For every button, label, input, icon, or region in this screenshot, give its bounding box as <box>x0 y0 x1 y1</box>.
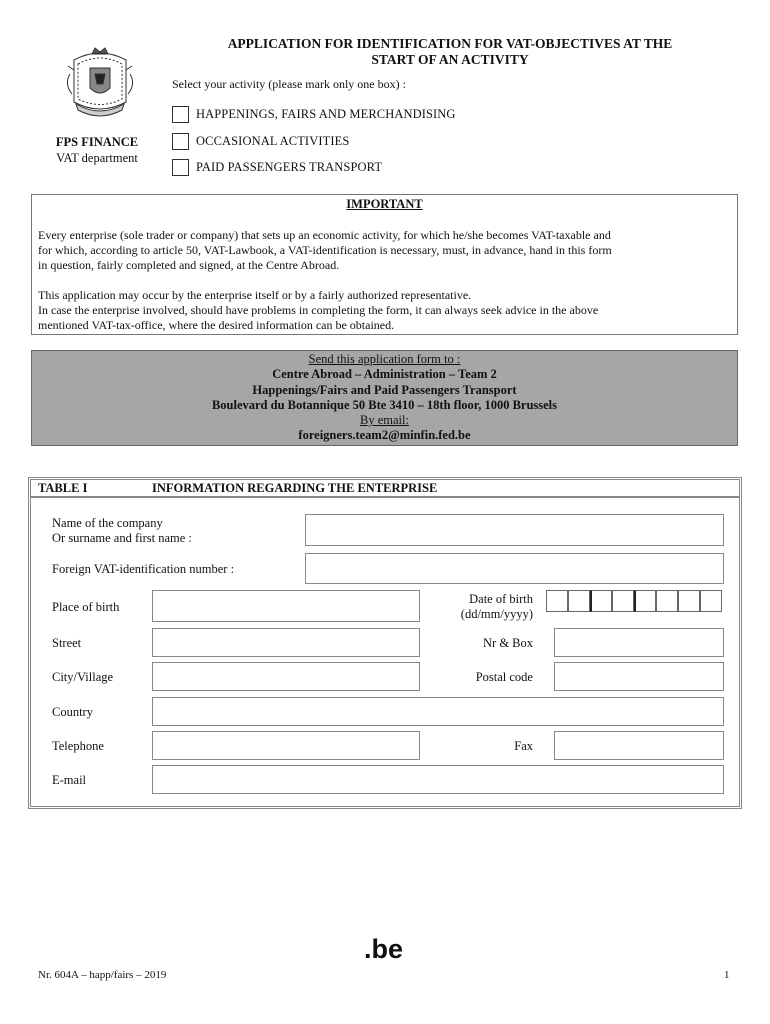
activity-label-transport: PAID PASSENGERS TRANSPORT <box>196 160 383 174</box>
date-of-birth-label <box>420 592 533 622</box>
important-paragraph-1 <box>38 228 733 273</box>
nr-box-label: Nr & Box <box>483 636 533 650</box>
send-line-3: Boulevard du Botannique 50 Bte 3410 – 18th floor, 1000 Brussels <box>211 398 558 412</box>
important-p2-line2: In case the enterprise involved, should have problems in completing the form, it can always seek advice in the above <box>38 303 599 317</box>
company-name-label-line1: Name of the company <box>52 516 163 530</box>
send-line-2: Happenings/Fairs and Paid Passengers Transport <box>252 383 517 397</box>
postal-code-label: Postal code <box>475 670 533 684</box>
send-email-label: By email: <box>360 413 409 427</box>
place-of-birth-field[interactable] <box>152 590 420 622</box>
dob-day-digit-2[interactable] <box>568 590 590 612</box>
country-label: Country <box>52 705 93 719</box>
company-name-label <box>52 516 192 546</box>
table-1-number: TABLE I <box>38 481 88 495</box>
be-logo: .be <box>364 934 404 964</box>
dob-month-digit-1[interactable] <box>590 590 612 612</box>
page-number: 1 <box>724 969 730 981</box>
dob-day-digit-1[interactable] <box>546 590 568 612</box>
important-title: IMPORTANT <box>346 197 423 211</box>
belgian-coat-of-arms-icon <box>62 44 138 122</box>
dob-year-digit-1[interactable] <box>634 590 656 612</box>
place-of-birth-label: Place of birth <box>52 600 120 614</box>
form-title-line1: APPLICATION FOR IDENTIFICATION FOR VAT-OBJECTIVES AT THE <box>227 36 673 51</box>
table-1-title: INFORMATION REGARDING THE ENTERPRISE <box>152 481 438 495</box>
send-email-link[interactable]: foreigners.team2@minfin.fed.be <box>298 428 471 442</box>
date-of-birth-label-line2: (dd/mm/yyyy) <box>460 607 533 621</box>
city-label: City/Village <box>52 670 114 684</box>
org-department: VAT department <box>56 151 138 165</box>
send-heading: Send this application form to : <box>308 352 461 366</box>
important-paragraph-2 <box>38 288 733 333</box>
street-field[interactable] <box>152 628 420 657</box>
send-line-1: Centre Abroad – Administration – Team 2 <box>272 367 497 381</box>
important-p1-line1: Every enterprise (sole trader or company) that sets up an economic activity, for which he/she becomes VAT-taxable and <box>38 228 611 242</box>
fax-label: Fax <box>514 739 533 753</box>
activity-checkbox-transport[interactable] <box>172 159 189 176</box>
activity-select-label: Select your activity (please mark only one box) : <box>172 77 406 91</box>
city-field[interactable] <box>152 662 420 691</box>
email-label: E-mail <box>52 773 87 787</box>
dob-month-digit-2[interactable] <box>612 590 634 612</box>
vat-number-field[interactable] <box>305 553 724 584</box>
activity-checkbox-happenings[interactable] <box>172 106 189 123</box>
date-of-birth-label-line1: Date of birth <box>469 592 533 606</box>
form-title <box>175 36 725 68</box>
important-p2-line3: mentioned VAT-tax-office, where the desired information can be obtained. <box>38 318 395 332</box>
postal-code-field[interactable] <box>554 662 724 691</box>
table-1-header-divider <box>31 496 739 498</box>
activity-label-occasional: OCCASIONAL ACTIVITIES <box>196 134 350 148</box>
nr-box-field[interactable] <box>554 628 724 657</box>
company-name-label-line2: Or surname and first name : <box>52 531 192 545</box>
telephone-field[interactable] <box>152 731 420 760</box>
form-reference: Nr. 604A – happ/fairs – 2019 <box>38 969 167 981</box>
vat-number-label: Foreign VAT-identification number : <box>52 562 235 576</box>
activity-label-happenings: HAPPENINGS, FAIRS AND MERCHANDISING <box>196 107 456 121</box>
important-p1-line3: in question, fairly completed and signed, at the Centre Abroad. <box>38 258 340 272</box>
org-name: FPS FINANCE <box>55 135 139 149</box>
fax-field[interactable] <box>554 731 724 760</box>
important-p2-line1: This application may occur by the enterprise itself or by a fairly authorized representative. <box>38 288 472 302</box>
activity-checkbox-occasional[interactable] <box>172 133 189 150</box>
telephone-label: Telephone <box>52 739 104 753</box>
form-title-line2: START OF AN ACTIVITY <box>371 52 529 67</box>
email-field[interactable] <box>152 765 724 794</box>
company-name-field[interactable] <box>305 514 724 546</box>
dob-year-digit-2[interactable] <box>656 590 678 612</box>
dob-year-digit-3[interactable] <box>678 590 700 612</box>
important-p1-line2: for which, according to article 50, VAT-Lawbook, a VAT-identification is necessary, must, in advance, hand in this form <box>38 243 612 257</box>
street-label: Street <box>52 636 82 650</box>
dob-year-digit-4[interactable] <box>700 590 722 612</box>
country-field[interactable] <box>152 697 724 726</box>
